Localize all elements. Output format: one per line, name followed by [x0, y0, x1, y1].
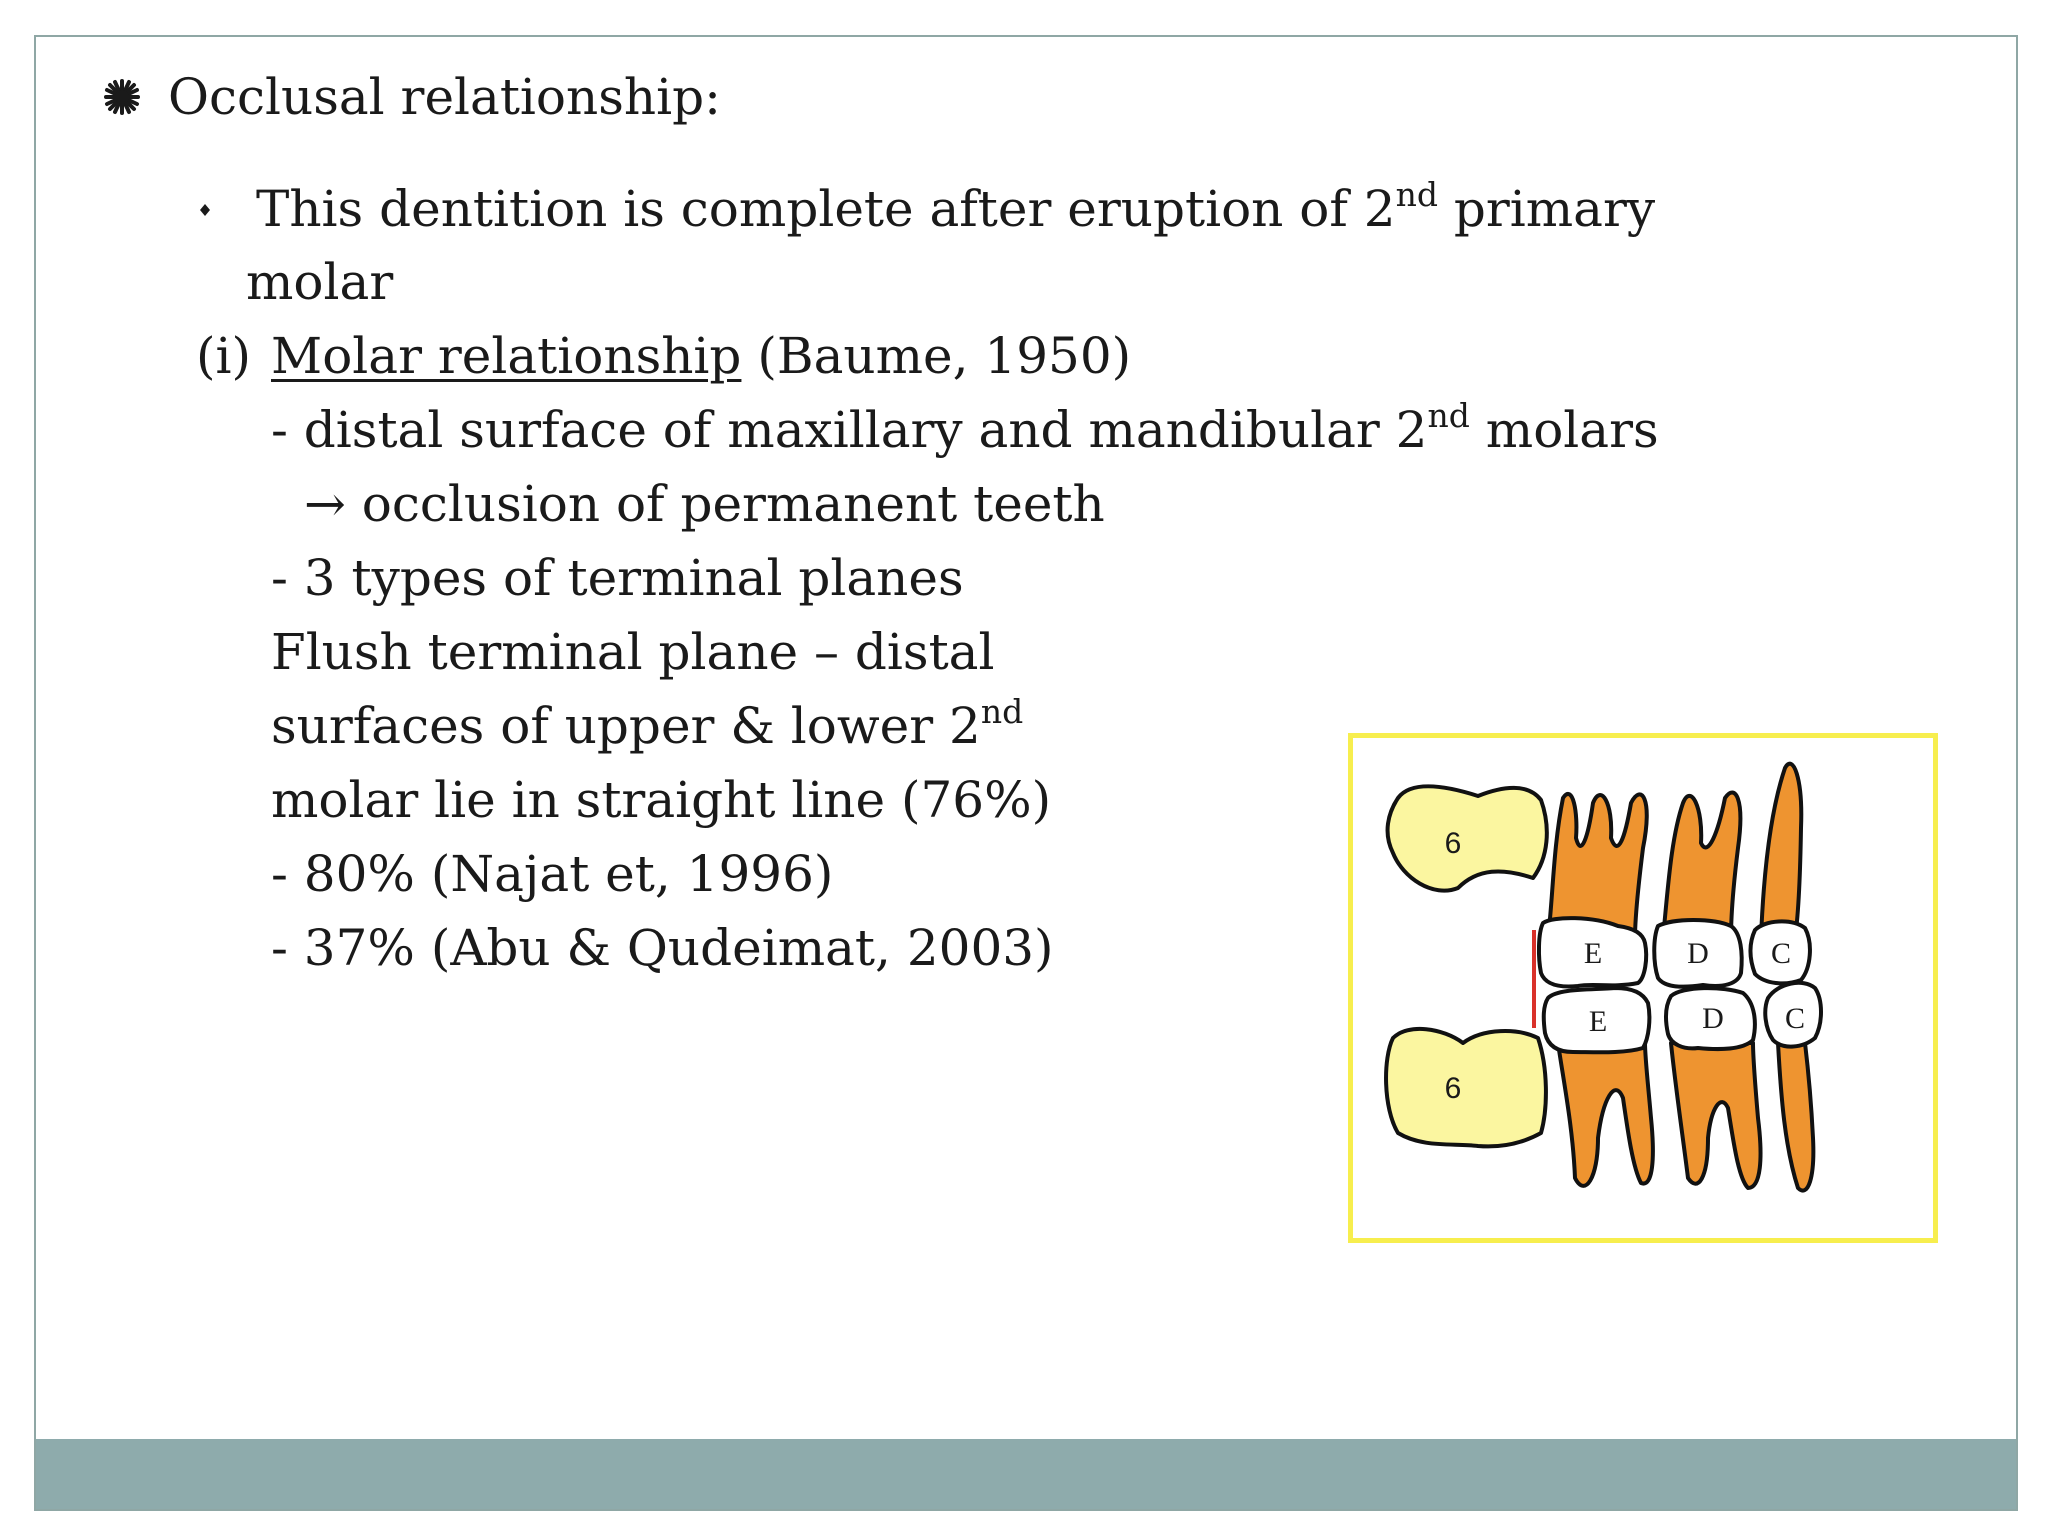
distal-text: - distal surface of maxillary and mandibular 2: [271, 401, 1428, 459]
flush-line-1: Flush terminal plane – distal: [271, 623, 995, 681]
upper-d-roots: [1663, 792, 1740, 938]
teeth-diagram: [1353, 738, 1933, 1238]
upper-d-label: D: [1687, 937, 1709, 970]
slide: [34, 35, 2018, 1511]
footer-bar: [36, 1439, 2016, 1509]
flush-line-2: [271, 689, 1023, 763]
molar-relationship-illustration: [1348, 733, 1938, 1243]
intro-text-end: primary: [1437, 180, 1656, 238]
lower-d-roots: [1671, 1043, 1761, 1188]
lower-c-root: [1778, 1043, 1813, 1191]
upper-c-label: C: [1770, 937, 1792, 970]
section-heading: [271, 319, 1131, 393]
lower-e-label: E: [1588, 1005, 1608, 1038]
section-citation: (Baume, 1950): [741, 327, 1132, 385]
distal-surface-line: [271, 393, 1659, 467]
upper-first-molar-label: 6: [1444, 827, 1462, 860]
flush-line-3: molar lie in straight line (76%): [271, 771, 1052, 829]
flush-text: surfaces of upper & lower 2: [271, 697, 981, 755]
ordinal-suffix: nd: [980, 692, 1024, 731]
upper-first-molar: [1388, 786, 1547, 890]
intro-line-2: molar: [246, 253, 394, 311]
upper-c-root: [1761, 764, 1801, 938]
najat-citation-line: - 80% (Najat et, 1996): [271, 845, 834, 903]
starburst-bullet-icon: [102, 77, 142, 117]
lower-c-label: C: [1784, 1002, 1806, 1035]
lower-first-molar: [1386, 1029, 1546, 1146]
occlusion-line: → occlusion of permanent teeth: [304, 475, 1105, 533]
ordinal-suffix: nd: [1427, 396, 1470, 435]
intro-text: This dentition is complete after eruption of 2: [256, 180, 1396, 238]
slide-heading: Occlusal relationship:: [168, 68, 721, 126]
lower-d-label: D: [1702, 1002, 1724, 1035]
terminal-planes-line: - 3 types of terminal planes: [271, 549, 964, 607]
ordinal-suffix: nd: [1395, 175, 1438, 214]
section-title: Molar relationship: [271, 327, 742, 385]
distal-text-end: molars: [1469, 401, 1659, 459]
lower-e-roots: [1558, 1043, 1653, 1186]
intro-line-1: [256, 172, 1655, 246]
section-marker: (i): [196, 327, 252, 385]
abu-citation-line: - 37% (Abu & Qudeimat, 2003): [271, 919, 1054, 977]
lower-first-molar-label: 6: [1444, 1072, 1462, 1105]
upper-e-label: E: [1583, 937, 1603, 970]
diamond-bullet-icon: [199, 204, 211, 216]
